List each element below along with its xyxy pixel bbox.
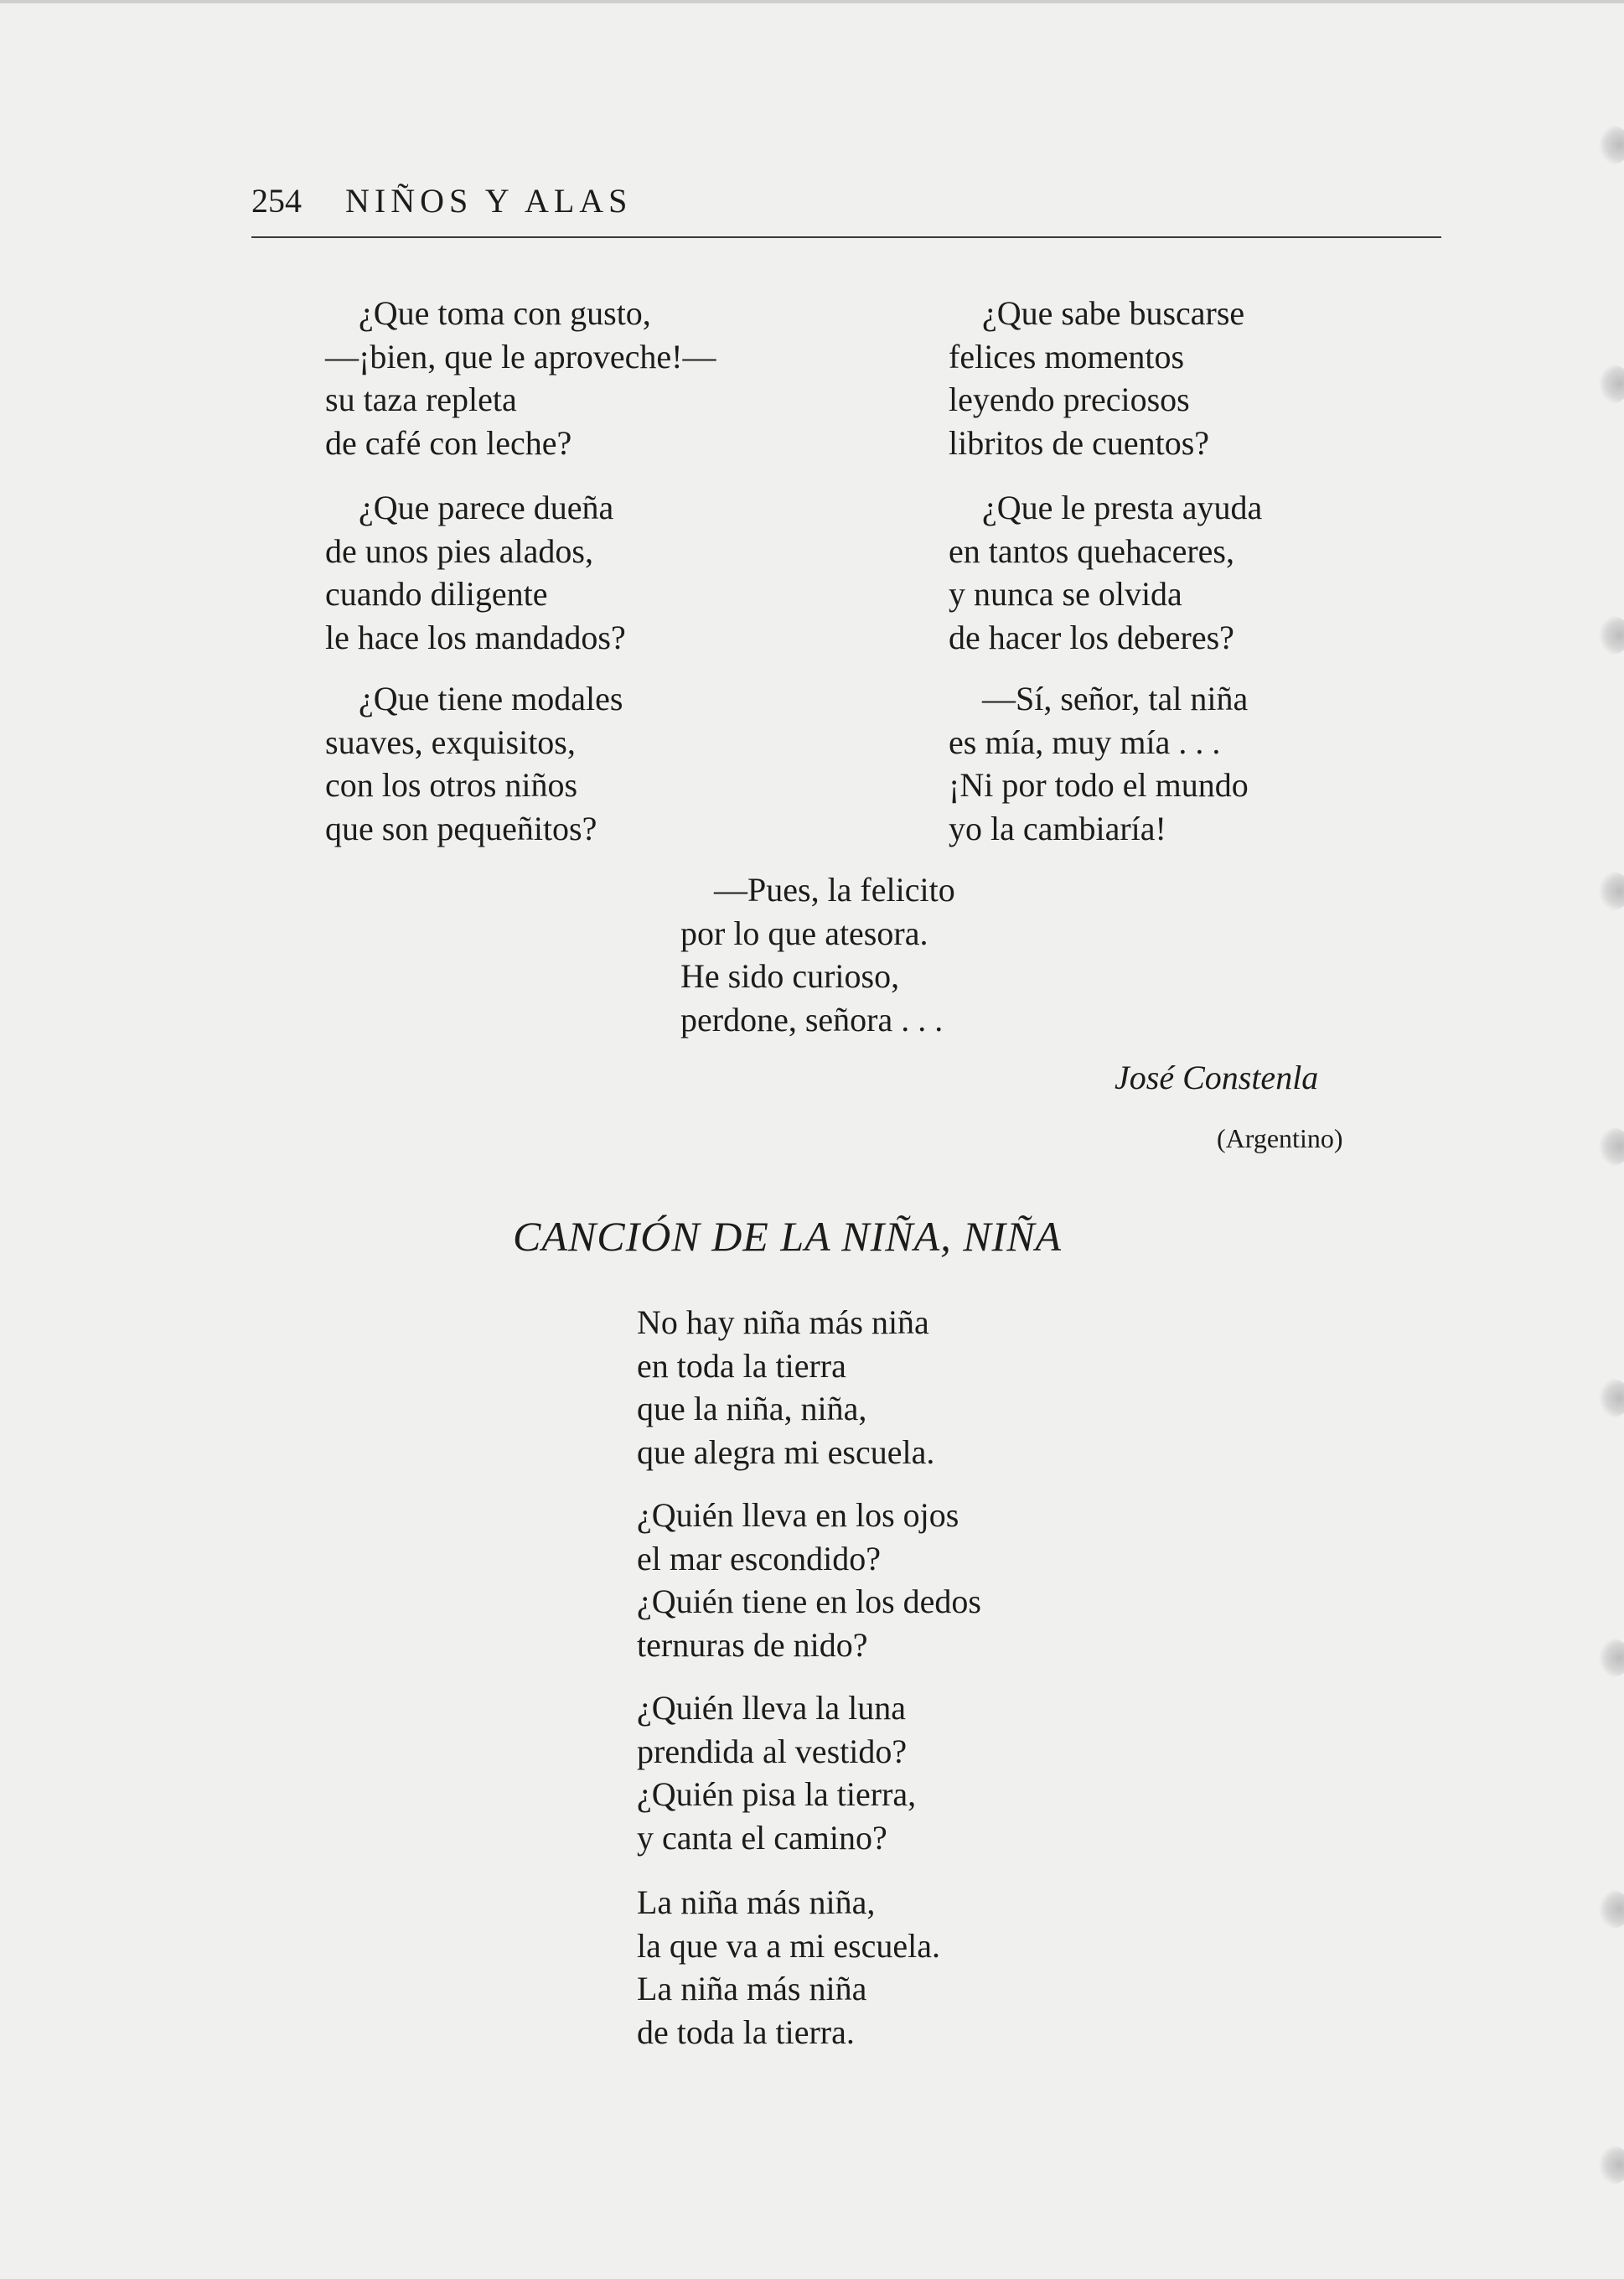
binding-hole bbox=[1596, 126, 1624, 164]
verse-line: prendida al vestido? bbox=[637, 1732, 908, 1770]
verse-line: con los otros niños bbox=[325, 766, 578, 804]
binding-hole bbox=[1596, 1379, 1624, 1417]
verse-line: ¿Que sabe buscarse bbox=[982, 294, 1245, 332]
page-number: 254 bbox=[251, 182, 302, 220]
poem2-stanza-2 bbox=[637, 1494, 981, 1666]
verse-line: ¿Que toma con gusto, bbox=[359, 294, 651, 332]
poem1-left-stanza-2 bbox=[325, 486, 626, 659]
verse-line: ¡Ni por todo el mundo bbox=[949, 766, 1249, 804]
binding-hole bbox=[1596, 616, 1624, 655]
poem2-stanza-3 bbox=[637, 1686, 916, 1859]
verse-line: de café con leche? bbox=[325, 423, 572, 462]
verse-line: que la niña, niña, bbox=[637, 1390, 867, 1427]
verse-line: ¿Quién lleva en los ojos bbox=[637, 1496, 959, 1534]
verse-line: felices momentos bbox=[949, 337, 1185, 376]
verse-line: —Pues, la felicito bbox=[714, 871, 955, 909]
verse-line: No hay niña más niña bbox=[637, 1303, 929, 1341]
binding-hole bbox=[1596, 1639, 1624, 1677]
verse-line: perdone, señora . . . bbox=[680, 1000, 944, 1038]
verse-line: y nunca se olvida bbox=[949, 575, 1182, 613]
poem1-right-stanza-3 bbox=[949, 677, 1249, 850]
verse-line: y canta el camino? bbox=[637, 1818, 887, 1857]
verse-line: La niña más niña, bbox=[637, 1883, 876, 1921]
verse-line: ¿Quién lleva la luna bbox=[637, 1689, 906, 1727]
binding-hole bbox=[1596, 1890, 1624, 1929]
running-head-title: NIÑOS Y ALAS bbox=[345, 182, 633, 220]
poem1-closing-stanza bbox=[680, 868, 955, 1041]
verse-line: de unos pies alados, bbox=[325, 531, 593, 570]
verse-line: su taza repleta bbox=[325, 381, 517, 418]
author-origin: (Argentino) bbox=[1217, 1123, 1343, 1153]
verse-line: el mar escondido? bbox=[637, 1539, 881, 1577]
verse-line: en tantos quehaceres, bbox=[949, 531, 1234, 570]
verse-line: la que va a mi escuela. bbox=[637, 1926, 941, 1965]
verse-line: cuando diligente bbox=[325, 575, 548, 613]
poem-title: CANCIÓN DE LA NIÑA, NIÑA bbox=[513, 1213, 1063, 1260]
verse-line: es mía, muy mía . . . bbox=[949, 723, 1221, 761]
verse-line: yo la cambiaría! bbox=[949, 809, 1166, 847]
verse-line: le hace los mandados? bbox=[325, 618, 626, 656]
running-head bbox=[251, 178, 632, 225]
header-rule bbox=[251, 236, 1441, 238]
poem1-left-stanza-1 bbox=[325, 292, 716, 464]
verse-line: de toda la tierra. bbox=[637, 2012, 855, 2051]
verse-line: libritos de cuentos? bbox=[949, 423, 1210, 462]
verse-line: He sido curioso, bbox=[680, 957, 900, 995]
verse-line: que alegra mi escuela. bbox=[637, 1432, 935, 1471]
binding-hole bbox=[1596, 2146, 1624, 2184]
verse-line: de hacer los deberes? bbox=[949, 618, 1234, 656]
verse-line: leyendo preciosos bbox=[949, 381, 1190, 418]
page-top-edge bbox=[0, 0, 1624, 3]
verse-line: suaves, exquisitos, bbox=[325, 723, 576, 761]
verse-line: ¿Quién pisa la tierra, bbox=[637, 1775, 917, 1813]
binding-hole bbox=[1596, 872, 1624, 910]
poem1-right-stanza-1 bbox=[949, 292, 1244, 464]
binding-hole bbox=[1596, 365, 1624, 403]
poem-author: José Constenla bbox=[1115, 1059, 1319, 1096]
poem1-right-stanza-2 bbox=[949, 486, 1262, 659]
binding-hole bbox=[1596, 1127, 1624, 1166]
verse-line: La niña más niña bbox=[637, 1970, 867, 2007]
poem2-stanza-1 bbox=[637, 1301, 934, 1474]
verse-line: —Sí, señor, tal niña bbox=[982, 680, 1249, 717]
poem2-stanza-4 bbox=[637, 1881, 940, 2054]
verse-line: por lo que atesora. bbox=[680, 914, 928, 952]
verse-line: ¿Quién tiene en los dedos bbox=[637, 1582, 981, 1620]
verse-line: ¿Que le presta ayuda bbox=[982, 489, 1263, 526]
verse-line: ¿Que tiene modales bbox=[359, 680, 623, 717]
verse-line: en toda la tierra bbox=[637, 1346, 846, 1385]
verse-line: ternuras de nido? bbox=[637, 1625, 868, 1664]
verse-line: —¡bien, que le aproveche!— bbox=[325, 337, 716, 376]
verse-line: ¿Que parece dueña bbox=[359, 489, 614, 526]
poem1-left-stanza-3 bbox=[325, 677, 623, 850]
verse-line: que son pequeñitos? bbox=[325, 809, 597, 847]
